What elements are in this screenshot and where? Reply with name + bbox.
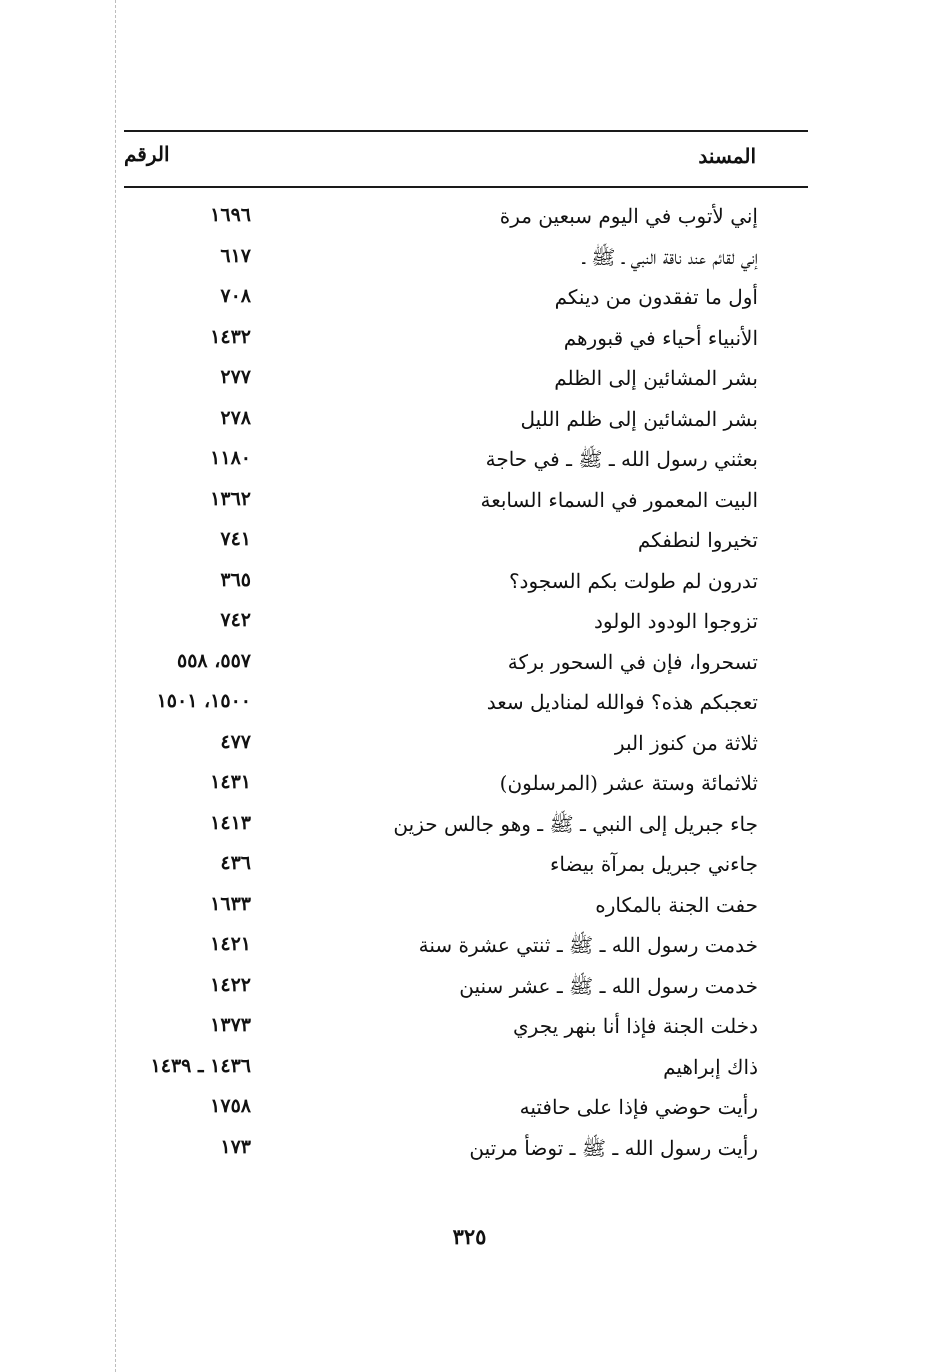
header-bottom-rule — [124, 186, 808, 188]
hadith-number: ٥٥٧، ٥٥٨ — [177, 649, 251, 672]
hadith-text: بشر المشائين إلى ظلم الليل — [520, 406, 758, 431]
page-number: ٣٢٥ — [452, 1224, 487, 1249]
hadith-text: بعثني رسول الله ـ ﷺ ـ في حاجة — [485, 447, 758, 471]
table-header — [124, 140, 808, 180]
hadith-text: رأيت حوضي فإذا على حافتيه — [519, 1095, 758, 1119]
hadith-number: ١٤٢٢ — [210, 973, 251, 996]
hadith-text: ثلاثة من كنوز البر — [614, 730, 758, 755]
list-item — [124, 970, 808, 1011]
hadith-text: تدرون لم طولت بكم السجود؟ — [508, 568, 758, 593]
hadith-index-list — [124, 200, 808, 1172]
list-item — [124, 1010, 808, 1051]
list-item — [124, 565, 808, 606]
hadith-text: تعجبكم هذه؟ فوالله لمناديل سعد — [486, 690, 758, 714]
hadith-text: بشر المشائين إلى الظلم — [554, 366, 758, 390]
hadith-text: الأنبياء أحياء في قبورهم — [563, 325, 758, 350]
list-item — [124, 929, 808, 970]
hadith-number: ١٧٥٨ — [210, 1095, 251, 1117]
list-item — [124, 889, 808, 930]
list-item — [124, 646, 808, 687]
hadith-text: دخلت الجنة فإذا أنا بنهر يجري — [513, 1014, 758, 1038]
hadith-text: إني لقائم عند ناقة النبي ـ ﷺ ـ — [582, 244, 758, 269]
hadith-number: ١٤٣٦ ـ ١٤٣٩ — [150, 1054, 251, 1077]
list-item — [124, 1051, 808, 1092]
column-header-number: الرقم — [124, 142, 170, 166]
hadith-number: ١٧٣ — [220, 1135, 251, 1158]
hadith-number: ١٦٩٦ — [210, 204, 251, 226]
hadith-number: ٤٣٦ — [220, 852, 251, 874]
header-top-rule — [124, 130, 808, 132]
hadith-number: ١٤٣٢ — [210, 325, 251, 348]
list-item — [124, 1091, 808, 1132]
hadith-number: ٤٧٧ — [220, 730, 251, 753]
list-item — [124, 686, 808, 727]
hadith-number: ١٤٣١ — [210, 771, 251, 793]
hadith-text: إني لأتوب في اليوم سبعين مرة — [499, 204, 758, 228]
list-item — [124, 808, 808, 849]
hadith-number: ١٤١٣ — [210, 811, 251, 834]
hadith-number: ٣٦٥ — [220, 568, 251, 591]
hadith-text: خدمت رسول الله ـ ﷺ ـ ثنتي عشرة سنة — [418, 933, 758, 957]
hadith-text: تسحروا، فإن في السحور بركة — [507, 649, 758, 674]
hadith-text: جاءني جبريل بمرآة بيضاء — [550, 852, 758, 876]
hadith-number: ٧٠٨ — [220, 285, 251, 307]
list-item — [124, 241, 808, 282]
list-item — [124, 727, 808, 768]
hadith-number: ٧٤١ — [220, 528, 251, 550]
list-item — [124, 767, 808, 808]
hadith-number: ١٥٠٠، ١٥٠١ — [156, 690, 251, 712]
hadith-number: ٢٧٧ — [220, 366, 251, 388]
column-header-musnad: المسند — [698, 144, 756, 168]
hadith-text: ثلاثمائة وستة عشر (المرسلون) — [499, 771, 758, 795]
hadith-number: ١٤٢١ — [210, 933, 251, 955]
list-item — [124, 281, 808, 322]
list-item — [124, 403, 808, 444]
hadith-text: أول ما تفقدون من دينكم — [554, 285, 758, 309]
hadith-number: ٦١٧ — [220, 244, 251, 267]
hadith-text: جاء جبريل إلى النبي ـ ﷺ ـ وهو جالس حزين — [393, 811, 758, 836]
list-item — [124, 443, 808, 484]
list-item — [124, 322, 808, 363]
hadith-number: ٢٧٨ — [220, 406, 251, 429]
hadith-number: ١٣٦٢ — [210, 487, 251, 510]
list-item — [124, 524, 808, 565]
hadith-text: تزوجوا الودود الولود — [594, 609, 758, 633]
hadith-text: البيت المعمور في السماء السابعة — [480, 487, 758, 512]
list-item — [124, 848, 808, 889]
hadith-text: رأيت رسول الله ـ ﷺ ـ توضأ مرتين — [469, 1135, 758, 1160]
list-item — [124, 200, 808, 241]
list-item — [124, 605, 808, 646]
hadith-number: ١٣٧٣ — [210, 1014, 251, 1036]
hadith-text: خدمت رسول الله ـ ﷺ ـ عشر سنين — [459, 973, 758, 998]
page-edge-line — [115, 0, 116, 1372]
hadith-number: ١٦٣٣ — [210, 892, 251, 915]
hadith-number: ١١٨٠ — [210, 447, 251, 469]
list-item — [124, 484, 808, 525]
hadith-text: تخيروا لنطفكم — [637, 528, 758, 552]
list-item — [124, 1132, 808, 1173]
hadith-number: ٧٤٢ — [220, 609, 251, 631]
hadith-text: حفت الجنة بالمكاره — [595, 892, 758, 917]
list-item — [124, 362, 808, 403]
hadith-text: ذاك إبراهيم — [663, 1054, 758, 1079]
